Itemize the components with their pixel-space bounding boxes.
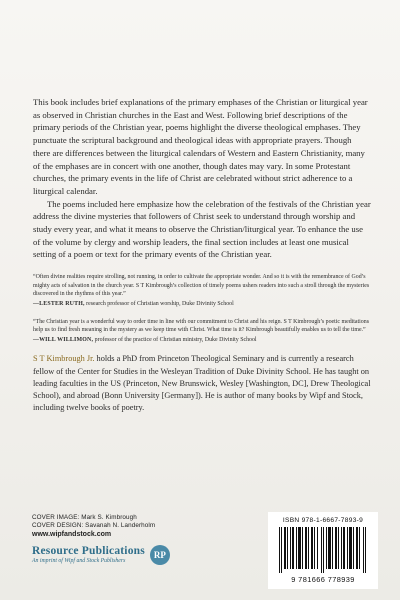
publisher-website: www.wipfandstock.com bbox=[32, 531, 112, 539]
publisher-imprint: An imprint of Wipf and Stock Publishers bbox=[32, 558, 126, 565]
author-name: S T Kimbrough Jr. bbox=[33, 354, 95, 364]
author-bio-text: holds a PhD from Princeton Theological Seminary and is currently a research fellow of the Center for Studies in the Wesleyan Tradition of Duke Divinity School. He has taught on leading faculties in the US (Princeton, New Brunswick, Wesley [Washington, DC], Drew Theological School), and abroad (Bonn University [Germany]). He is author of many books by Wipf and Stock, including twelve books of poetry. bbox=[33, 354, 371, 413]
isbn-number: ISBN 978-1-6667-7893-9 bbox=[282, 517, 364, 524]
endorsements bbox=[33, 273, 371, 344]
cover-image-credit: COVER IMAGE: Mark S. Kimbrough bbox=[32, 514, 137, 521]
barcode-digits: 9 781666 778939 bbox=[291, 575, 355, 584]
isbn-barcode bbox=[268, 512, 378, 589]
endorser-name: —LESTER RUTH, bbox=[33, 300, 85, 307]
footer-credits bbox=[32, 514, 242, 565]
author-bio bbox=[33, 353, 371, 414]
back-cover-content bbox=[33, 96, 371, 415]
endorser-role: research professor of Christian worship, Duke Divinity School bbox=[84, 300, 234, 307]
endorsement-quote: “The Christian year is a wonderful way to order time in line with our commitment to Christ and his reign. S T Kimbrough’s poetic meditations help us to find fresh meaning in the mystery as we keep time with Christ. What time is it? Kimbrough beautifully enables us to tell the time.” bbox=[33, 318, 369, 334]
endorsement-attribution bbox=[33, 300, 371, 309]
description-paragraph: The poems included here emphasize how the celebration of the festivals of the Christian year address the divine mysteries that followers of Christ seek to understand through worship and study every year, and what it means to observe the Christian/liturgical year. To enhance the use of the volume by clergy and worship leaders, the final section includes at least one musical setting of a poem or text for the primary events of the Christian year. bbox=[33, 198, 371, 260]
endorsement-quote: “Often divine realities require strolling, not running, in order to cultivate the appropriate wonder. And so it is with the remembrance of God’s mighty acts of salvation in the church year. S T Kimbrough’s collection of timely poems ushers readers into such a stroll through the mysteries discovered in the rhythms of this year.” bbox=[33, 274, 370, 298]
endorser-name: —WILL WILLIMON, bbox=[33, 336, 94, 343]
publisher-block bbox=[32, 545, 242, 565]
endorsement-attribution bbox=[33, 336, 371, 345]
barcode-icon bbox=[277, 527, 369, 573]
endorser-role: professor of the practice of Christian ministry, Duke Divinity School bbox=[93, 336, 257, 343]
publisher-logo-icon: RP bbox=[150, 545, 170, 565]
publisher-name: Resource Publications bbox=[32, 545, 145, 558]
cover-design-credit: COVER DESIGN: Savanah N. Landerholm bbox=[32, 522, 156, 530]
description-paragraph: This book includes brief explanations of the primary emphases of the Christian or liturgical year as observed in Christian churches in the East and West. Following brief descriptions of the primary periods of the Christian year, poems highlight the diverse theological emphases. They punctuate the scriptural background and theological ideas with appropriate prayers. Though there are differences between the liturgical calendars of Western and Eastern Christianity, many of the emphases are in concert with one another, though dates may vary. In some Protestant churches, the primary events in the life of Christ are celebrated without strict adherence to a liturgical calendar. bbox=[33, 97, 368, 196]
